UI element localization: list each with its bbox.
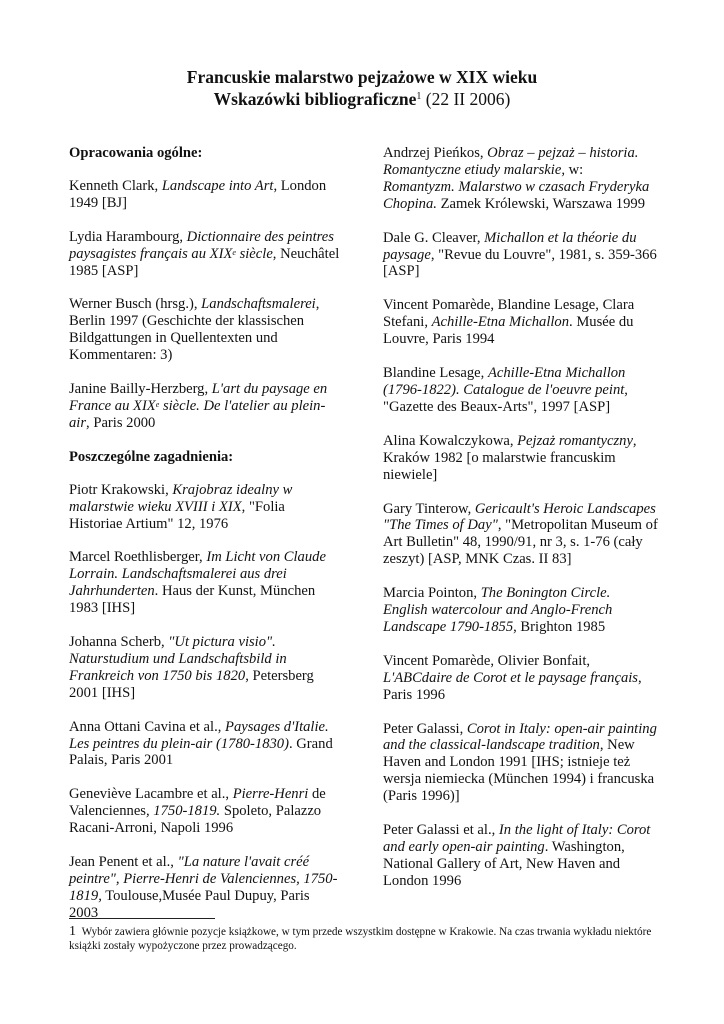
bibliography-entry: Jean Penent et al., "La nature l'avait créé peintre", Pierre-Henri de Valenciennes, 1750-1819, Toulouse,Musée Paul Dupuy, Paris 2003 xyxy=(69,854,338,921)
bibliography-entry: Janine Bailly-Herzberg, L'art du paysage en France au XIXe siècle. De l'atelier au plein-air, Paris 2000 xyxy=(69,381,328,431)
bibliography-entry: Marcel Roethlisberger, Im Licht von Claude Lorrain. Landschaftsmalerei aus drei Jahrhunderten. Haus der Kunst, München 1983 [IHS] xyxy=(69,549,326,617)
heading-general: Opracowania ogólne: xyxy=(69,145,203,161)
bibliography-entry: Blandine Lesage, Achille-Etna Michallon (1796-1822). Catalogue de l'oeuvre peint, "Gazette des Beaux-Arts", 1997 [ASP] xyxy=(383,365,628,415)
bibliography-entry: Peter Galassi, Corot in Italy: open-air painting and the classical-landscape tradition, New Haven and London 1991 [IHS; istnieje też wersja niemiecka (München 1994) i francuska (Paris 1996)] xyxy=(383,720,657,805)
left-column xyxy=(69,145,341,939)
document-title xyxy=(0,66,724,110)
bibliography-entry: Peter Galassi et al., In the light of Italy: Corot and early open-air painting. Washington, National Gallery of Art, New Haven and London 1996 xyxy=(383,822,651,889)
bibliography-entry: Vincent Pomarède, Olivier Bonfait, L'ABCdaire de Corot et le paysage français, Paris 1996 xyxy=(383,652,642,703)
bibliography-entry: Werner Busch (hrsg.), Landschaftsmalerei, Berlin 1997 (Geschichte der klassischen Bildgattungen in Quellentexten und Kommentaren: 3) xyxy=(69,296,320,364)
bibliography-entry: Andrzej Pieńkos, Obraz – pejzaż – historia. Romantyczne etiudy malarskie, w: Romantyzm. Malarstwo w czasach Fryderyka Chopina. Zamek Królewski, Warszawa 1999 xyxy=(383,145,650,212)
bibliography-entry: Marcia Pointon, The Bonington Circle. English watercolour and Anglo-French Landscape 1790-1855, Brighton 1985 xyxy=(383,585,613,635)
bibliography-entry: Lydia Harambourg, Dictionnaire des peintres paysagistes français au XIXe siècle, Neuchâtel 1985 [ASP] xyxy=(69,228,340,279)
title-subtitle: Wskazówki bibliograficzne xyxy=(213,89,417,109)
bibliography-entry: Alina Kowalczykowa, Pejzaż romantyczny, Kraków 1982 [o malarstwie francuskim niewiele] xyxy=(383,432,637,483)
right-column xyxy=(383,145,658,907)
bibliography-entry: Dale G. Cleaver, Michallon et la théorie du paysage, "Revue du Louvre", 1981, s. 359-366 [ASP] xyxy=(383,229,657,280)
title-line-1: Francuskie malarstwo pejzażowe w XIX wieku xyxy=(186,67,538,87)
bibliography-entry: Gary Tinterow, Gericault's Heroic Landscapes "The Times of Day", "Metropolitan Museum of Art Bulletin" 48, 1990/91, nr 3, s. 1-76 (cały zeszyt) [ASP, MNK Czas. II 83] xyxy=(383,500,658,568)
bibliography-entry: Anna Ottani Cavina et al., Paysages d'Italie. Les peintres du plein-air (1780-1830). Grand Palais, Paris 2001 xyxy=(69,718,333,769)
heading-specific: Poszczególne zagadnienia: xyxy=(69,448,234,465)
bibliography-entry: Kenneth Clark, Landscape into Art, London 1949 [BJ] xyxy=(69,177,327,211)
footnote-number: 1 xyxy=(69,924,76,939)
footnote-text: Wybór zawiera głównie pozycje książkowe, w tym przede wszystkim dostępne w Krakowie. Na czas trwania wykładu niektóre książki zostały wypożyczone przez prowadzącego. xyxy=(69,926,652,952)
bibliography-entry: Vincent Pomarède, Blandine Lesage, Clara Stefani, Achille-Etna Michallon. Musée du Louvre, Paris 1994 xyxy=(383,297,635,348)
footnote-divider xyxy=(69,918,215,919)
title-date: (22 II 2006) xyxy=(425,89,511,109)
footnote-ref[interactable]: 1 xyxy=(416,91,422,102)
footnote xyxy=(69,925,661,953)
title-line-2 xyxy=(0,88,724,110)
bibliography-entry: Geneviève Lacambre et al., Pierre-Henri de Valenciennes, 1750-1819. Spoleto, Palazzo Racani-Arroni, Napoli 1996 xyxy=(69,786,326,837)
bibliography-entry: Piotr Krakowski, Krajobraz idealny w malarstwie wieku XVIII i XIX, "Folia Historiae Artium" 12, 1976 xyxy=(69,481,293,532)
bibliography-entry: Johanna Scherb, "Ut pictura visio". Naturstudium und Landschaftsbild in Frankreich von 1750 bis 1820, Petersberg 2001 [IHS] xyxy=(69,634,314,701)
